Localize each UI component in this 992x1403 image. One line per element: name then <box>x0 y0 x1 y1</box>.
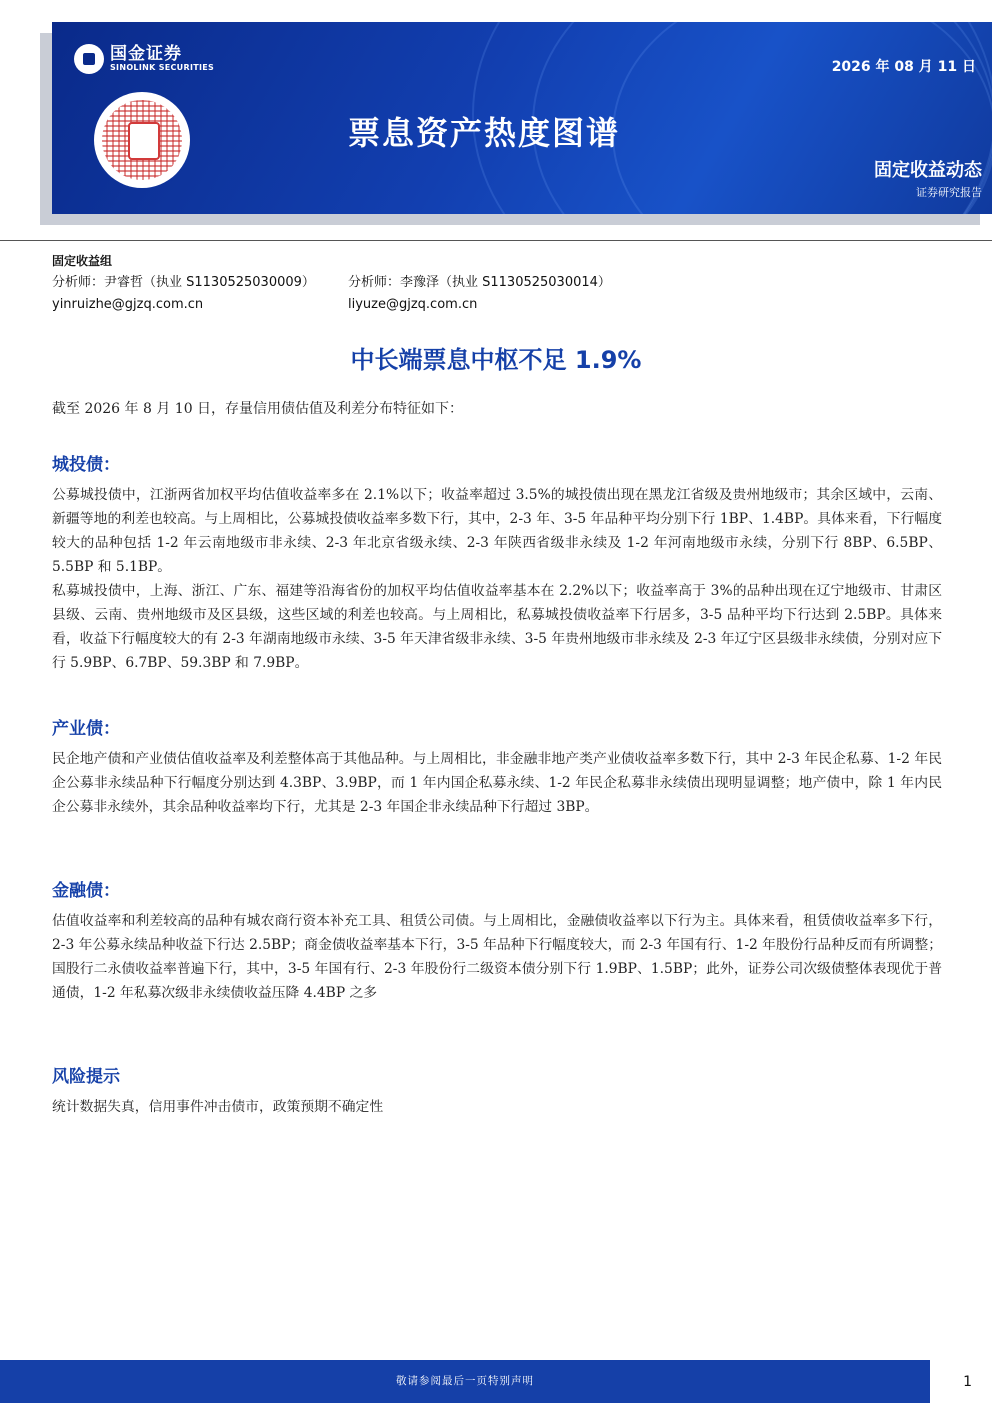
section-heading: 产业债： <box>52 719 120 739</box>
section-industry <box>52 714 942 819</box>
logo-mark-icon <box>74 44 104 74</box>
section-paragraph: 私募城投债中，上海、浙江、广东、福建等沿海省份的加权平均估值收益率基本在 2.2%以下；收益率高于 3%的品种出现在辽宁地级市、甘肃区县级、云南、贵州地级市及区县级，这些区域的利差也较高。与上周相比，私募城投债收益率下行居多，3-5 品种平均下行达到 2.5BP。具体来看，收益下行幅度较大的有 2-3 年湖南地级市永续、3-5 年天津省级非永续、3-5 年贵州地级市非永续及 2-3 年辽宁区县级非永续债，分别对应下行 5.9BP、6.7BP、59.3BP 和 7.9BP。 <box>52 583 942 671</box>
section-paragraph: 民企地产债和产业债估值收益率及利差整体高于其他品种。与上周相比，非金融非地产类产业债收益率多数下行，其中 2-3 年民企私募、1-2 年民企公募非永续品种下行幅度分别达到 4.3BP、3.9BP，而 1 年内国企私募永续、1-2 年民企私募非永续债出现明显调整；地产债中，除 1 年内民企公募非永续外，其余品种收益率均下行，尤其是 2-3 年国企非永续品种下行超过 3BP。 <box>52 751 942 815</box>
department-label: 固定收益组 <box>52 254 113 268</box>
analyst-2: 分析师：李豫泽（执业 S1130525030014） <box>348 275 611 290</box>
page-number: 1 <box>963 1374 972 1390</box>
report-title: 票息资产热度图谱 <box>348 114 621 152</box>
section-heading: 风险提示 <box>52 1067 120 1087</box>
logo-en-text: SINOLINK SECURITIES <box>110 62 215 72</box>
main-title: 中长端票息中枢不足 1.9% <box>350 346 642 374</box>
footer-disclaimer: 敬请参阅最后一页特别声明 <box>0 1360 930 1403</box>
report-type: 证券研究报告 <box>916 186 982 199</box>
logo-cn-text: 国金证券 <box>110 43 182 64</box>
author-block <box>52 250 611 316</box>
analyst-2-email[interactable]: liyuze@gjzq.com.cn <box>348 297 478 312</box>
section-paragraph: 公募城投债中，江浙两省加权平均估值收益率多在 2.1%以下；收益率超过 3.5%的城投债出现在黑龙江省级及贵州地级市；其余区域中，云南、新疆等地的利差也较高。与上周相比，公募城投债收益率多数下行，其中，2-3 年、3-5 年品种平均分别下行 1BP、1.4BP。具体来看，下行幅度较大的品种包括 1-2 年云南地级市非永续、2-3 年北京省级永续、2-3 年陕西省级非永续及 1-2 年河南地级市永续，分别下行 8BP、6.5BP、5.5BP 和 5.1BP。 <box>52 487 942 575</box>
analyst-1: 分析师：尹睿哲（执业 S1130525030009） <box>52 275 315 290</box>
section-risk <box>52 1062 942 1119</box>
section-chengtou <box>52 450 942 675</box>
section-heading: 金融债： <box>52 881 120 901</box>
qr-code-icon <box>94 92 190 188</box>
report-header-banner <box>52 22 992 214</box>
section-heading: 城投债： <box>52 455 120 475</box>
section-paragraph: 统计数据失真，信用事件冲击债市，政策预期不确定性 <box>52 1099 384 1115</box>
company-logo <box>74 44 214 74</box>
analyst-1-email[interactable]: yinruizhe@gjzq.com.cn <box>52 297 204 312</box>
section-paragraph: 估值收益率和利差较高的品种有城农商行资本补充工具、租赁公司债。与上周相比，金融债收益率以下行为主。具体来看，租赁债收益率多下行，2-3 年公募永续品种收益下行达 2.5BP；商金债收益率基本下行，3-5 年品种下行幅度较大，而 2-3 年国有行、1-2 年股份行品种反而有所调整；国股行二永债收益率普遍下行，其中，3-5 年国有行、2-3 年股份行二级资本债分别下行 1.9BP、1.5BP；此外，证券公司次级债整体表现优于普通债，1-2 年私募次级非永续债收益压降 4.4BP 之多 <box>52 913 942 1001</box>
header-divider <box>0 240 992 241</box>
report-category: 固定收益动态 <box>874 160 982 181</box>
section-financial <box>52 876 942 1005</box>
intro-text: 截至 2026 年 8 月 10 日，存量信用债估值及利差分布特征如下： <box>52 401 464 417</box>
report-date: 2026 年 08 月 11 日 <box>831 59 976 75</box>
